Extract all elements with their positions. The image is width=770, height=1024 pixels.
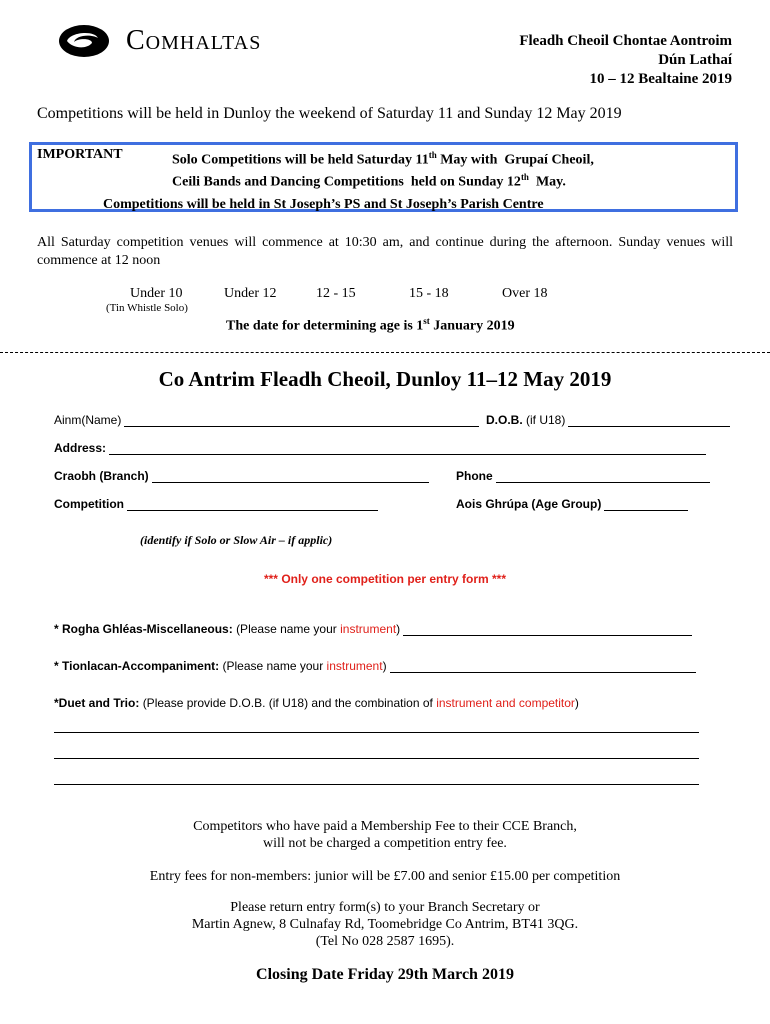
return-note	[0, 899, 770, 950]
cut-line	[0, 352, 770, 353]
branch-label: Craobh (Branch)	[54, 469, 149, 483]
dob-hint: (if U18)	[526, 413, 566, 427]
duet-line-2[interactable]	[54, 758, 699, 759]
misc-hint: (Please name your	[236, 622, 337, 636]
accomp-hint: (Please name your	[222, 659, 324, 673]
return-line-3: (Tel No 028 2587 1695).	[315, 934, 455, 949]
closing-date: Closing Date Friday 29th March 2019	[256, 966, 514, 983]
dob-field[interactable]	[486, 413, 730, 427]
form-title: Co Antrim Fleadh Cheoil, Dunloy 11–12 May 2019	[158, 367, 612, 391]
phone-label: Phone	[456, 469, 493, 483]
accomp-label: * Tionlacan-Accompaniment:	[54, 659, 220, 673]
age-group-field[interactable]	[456, 497, 688, 511]
return-line-2: Martin Agnew, 8 Culnafay Rd, Toomebridge Co Antrim, BT41 3QG.	[191, 917, 579, 932]
duet-trio-note: *Duet and Trio: (Please provide D.O.B. (if U18) and the combination of instrument and competitor )	[54, 696, 579, 710]
age-group-label: Aois Ghrúpa (Age Group)	[456, 497, 602, 511]
age-date-note: The date for determining age is 1st January 2019	[226, 316, 515, 334]
one-competition-note: *** Only one competition per entry form ***	[263, 572, 507, 586]
phone-field[interactable]	[456, 469, 710, 483]
logo-text: Comhaltas	[126, 25, 262, 56]
age-group-1: Under 12	[224, 286, 277, 301]
return-line-1: Please return entry form(s) to your Branch Secretary or	[230, 900, 540, 915]
membership-line-1: Competitors who have paid a Membership Fee to their CCE Branch,	[193, 819, 577, 834]
duet-line-3[interactable]	[54, 784, 699, 785]
membership-line-2: will not be charged a competition entry fee.	[263, 836, 507, 851]
age-group-0: Under 10	[130, 286, 183, 301]
header-line-3: 10 – 12 Bealtaine 2019	[589, 71, 732, 87]
important-line-1: Solo Competitions will be held Saturday 11th May with Grupaí Cheoil,	[172, 150, 594, 168]
important-text	[172, 147, 594, 190]
duet-combination: instrument and competitor	[436, 696, 575, 710]
accomp-instrument: instrument	[326, 659, 383, 673]
header-line-1: Fleadh Cheoil Chontae Aontroim	[519, 33, 732, 49]
name-label: Ainm(Name)	[54, 413, 122, 427]
age-group-3: 15 - 18	[409, 286, 449, 301]
header-line-2: Dún Lathaí	[658, 52, 732, 68]
miscellaneous-field[interactable]: * Rogha Ghléas-Miscellaneous: (Please name your instrument )	[54, 622, 692, 636]
name-field[interactable]	[54, 413, 479, 427]
duet-line-1[interactable]	[54, 732, 699, 733]
age-group-4: Over 18	[502, 286, 548, 301]
competition-label: Competition	[54, 497, 124, 511]
age-group-2: 12 - 15	[316, 286, 356, 301]
duet-hint: (Please provide D.O.B. (if U18) and the combination of	[142, 696, 433, 710]
important-venue: Competitions will be held in St Joseph’s PS and St Joseph’s Parish Centre	[103, 197, 544, 212]
venues-text: All Saturday competition venues will commence at 10:30 am, and continue during the afternoon. Sunday venues will commence at 12 noon	[37, 235, 733, 268]
accompaniment-field[interactable]: * Tionlacan-Accompaniment: (Please name your instrument )	[54, 659, 696, 673]
misc-instrument: instrument	[340, 622, 397, 636]
misc-label: * Rogha Ghléas-Miscellaneous:	[54, 622, 233, 636]
intro-text: Competitions will be held in Dunloy the weekend of Saturday 11 and Sunday 12 May 2019	[37, 105, 622, 122]
important-label: IMPORTANT	[37, 147, 123, 162]
tin-whistle-note: (Tin Whistle Solo)	[106, 302, 188, 314]
duet-label: *Duet and Trio:	[54, 696, 140, 710]
branch-field[interactable]	[54, 469, 429, 483]
dob-label: D.O.B.	[486, 413, 523, 427]
important-line-2: Ceili Bands and Dancing Competitions held on Sunday 12th May.	[172, 171, 566, 190]
fees-note: Entry fees for non-members: junior will be £7.00 and senior £15.00 per competition	[149, 869, 621, 884]
identify-note: (identify if Solo or Slow Air – if applic)	[140, 533, 333, 547]
competition-field[interactable]	[54, 497, 378, 511]
address-field[interactable]	[54, 441, 706, 455]
comhaltas-logo	[58, 24, 261, 58]
address-label: Address:	[54, 441, 107, 455]
membership-note	[0, 818, 770, 852]
event-header	[519, 32, 732, 89]
comhaltas-emblem-icon	[58, 24, 110, 58]
